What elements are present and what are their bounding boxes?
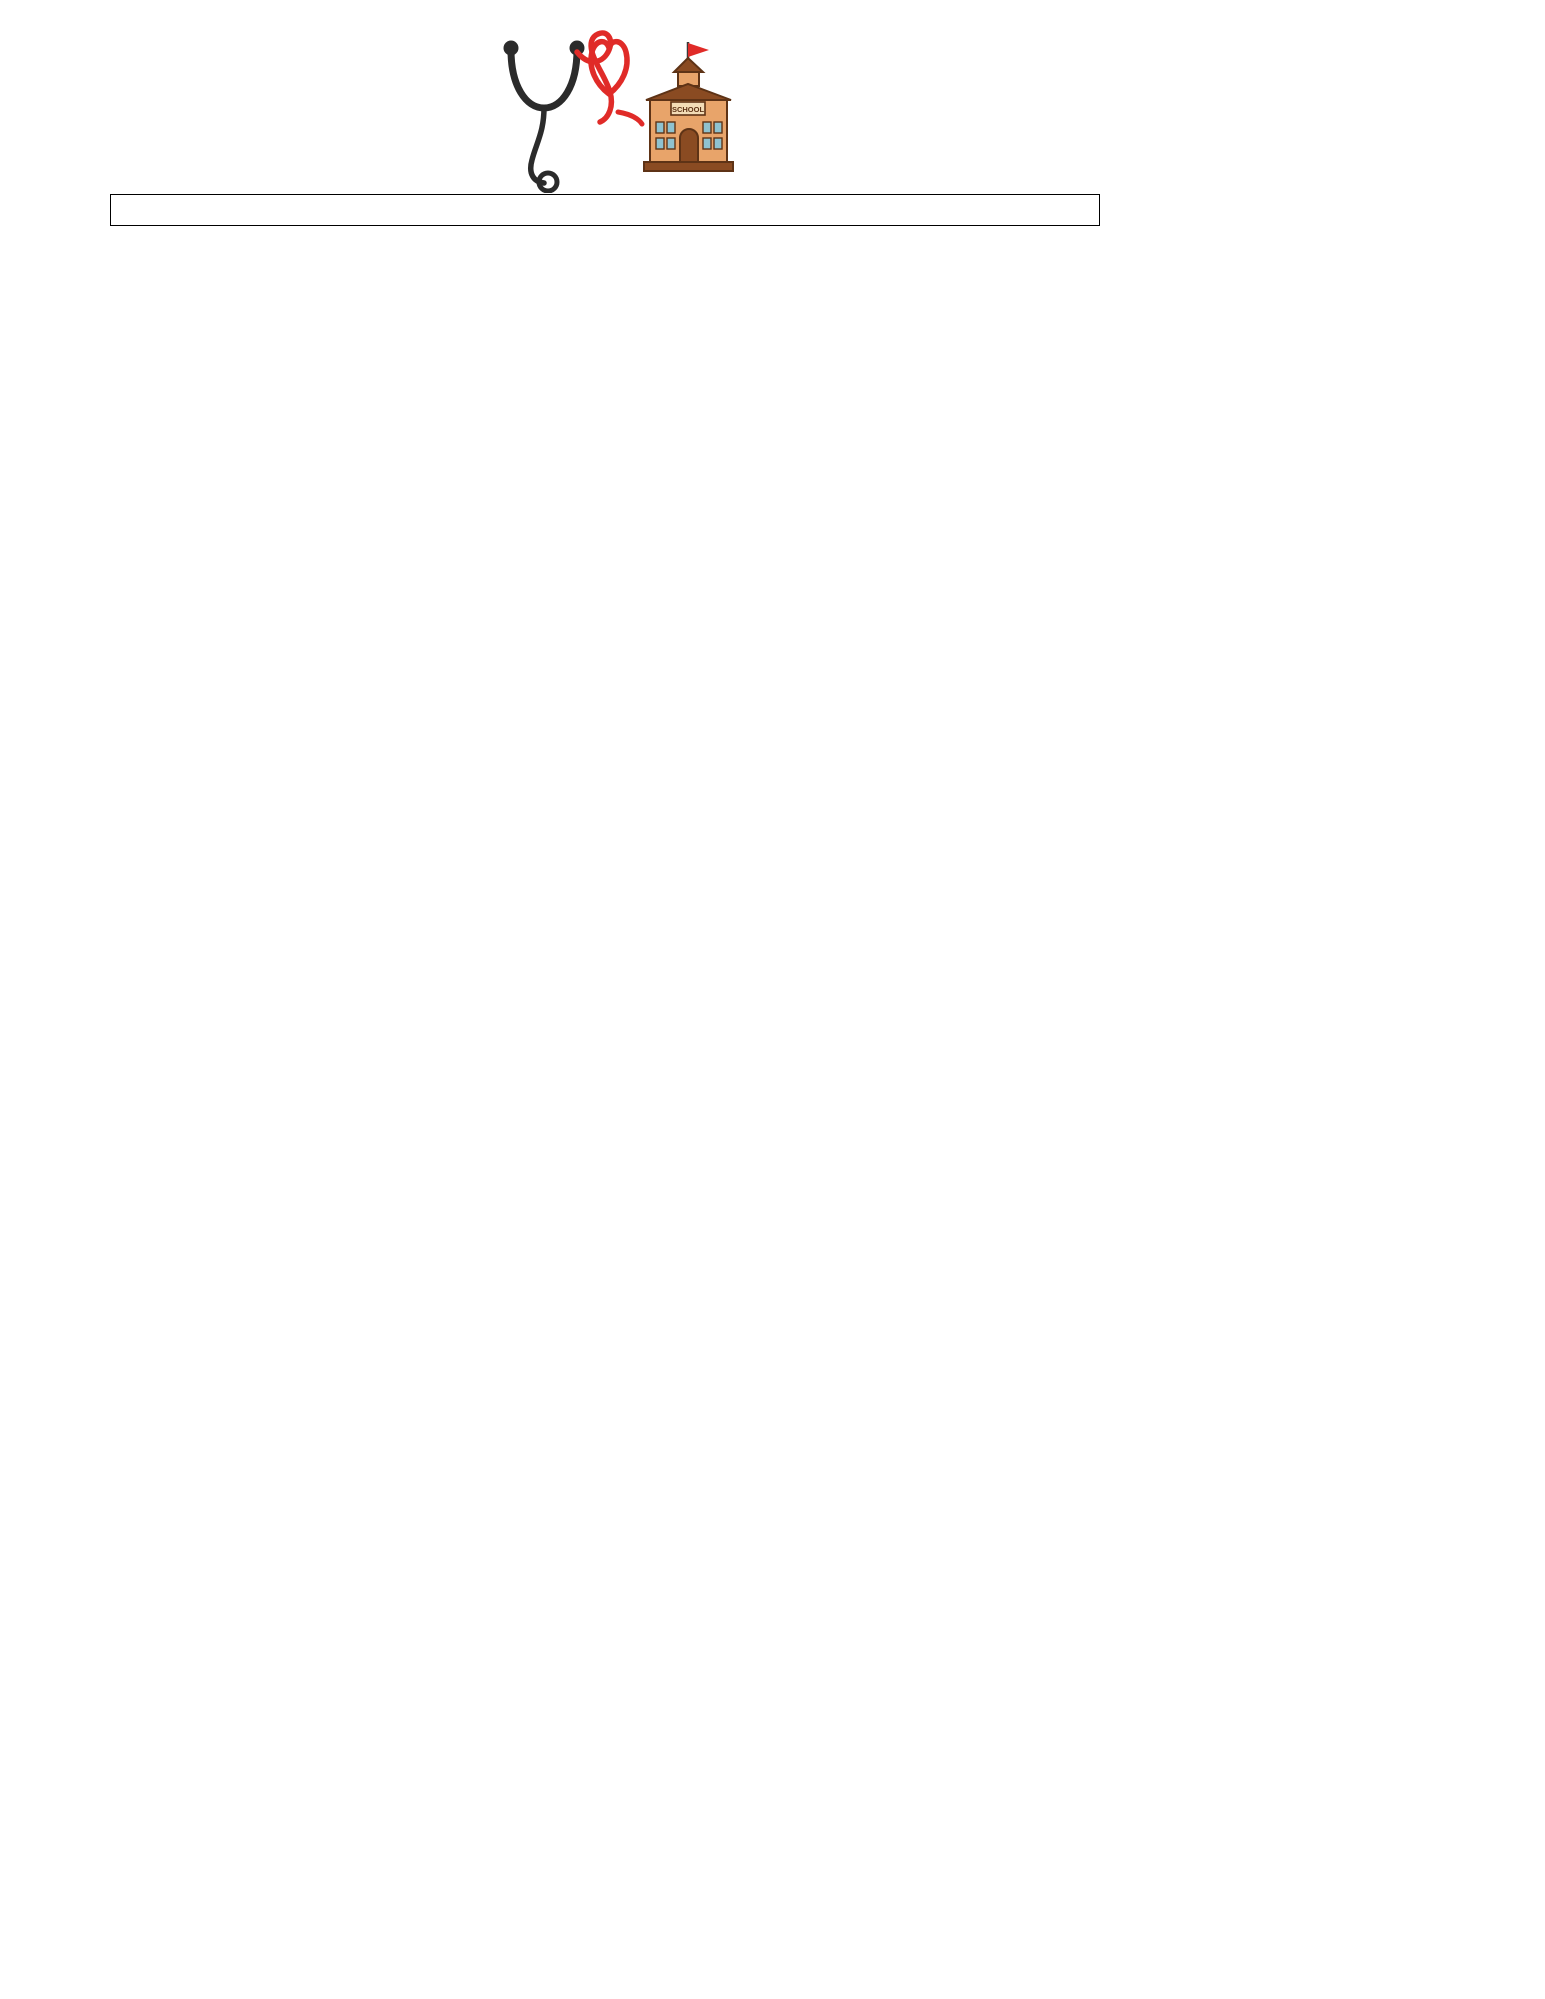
title-row bbox=[111, 195, 1100, 226]
school-building-icon bbox=[644, 42, 733, 171]
svg-text:SCHOOL: SCHOOL bbox=[671, 105, 705, 114]
agenda-table-body bbox=[111, 195, 1100, 226]
agenda-table bbox=[110, 194, 1100, 226]
heart-icon bbox=[577, 33, 642, 124]
agenda-title-cell bbox=[111, 195, 1100, 226]
draft-agenda-note bbox=[110, 1843, 603, 1865]
stethoscope-icon bbox=[504, 41, 585, 192]
footer bbox=[110, 1843, 1100, 1865]
header-illustration bbox=[478, 28, 743, 193]
